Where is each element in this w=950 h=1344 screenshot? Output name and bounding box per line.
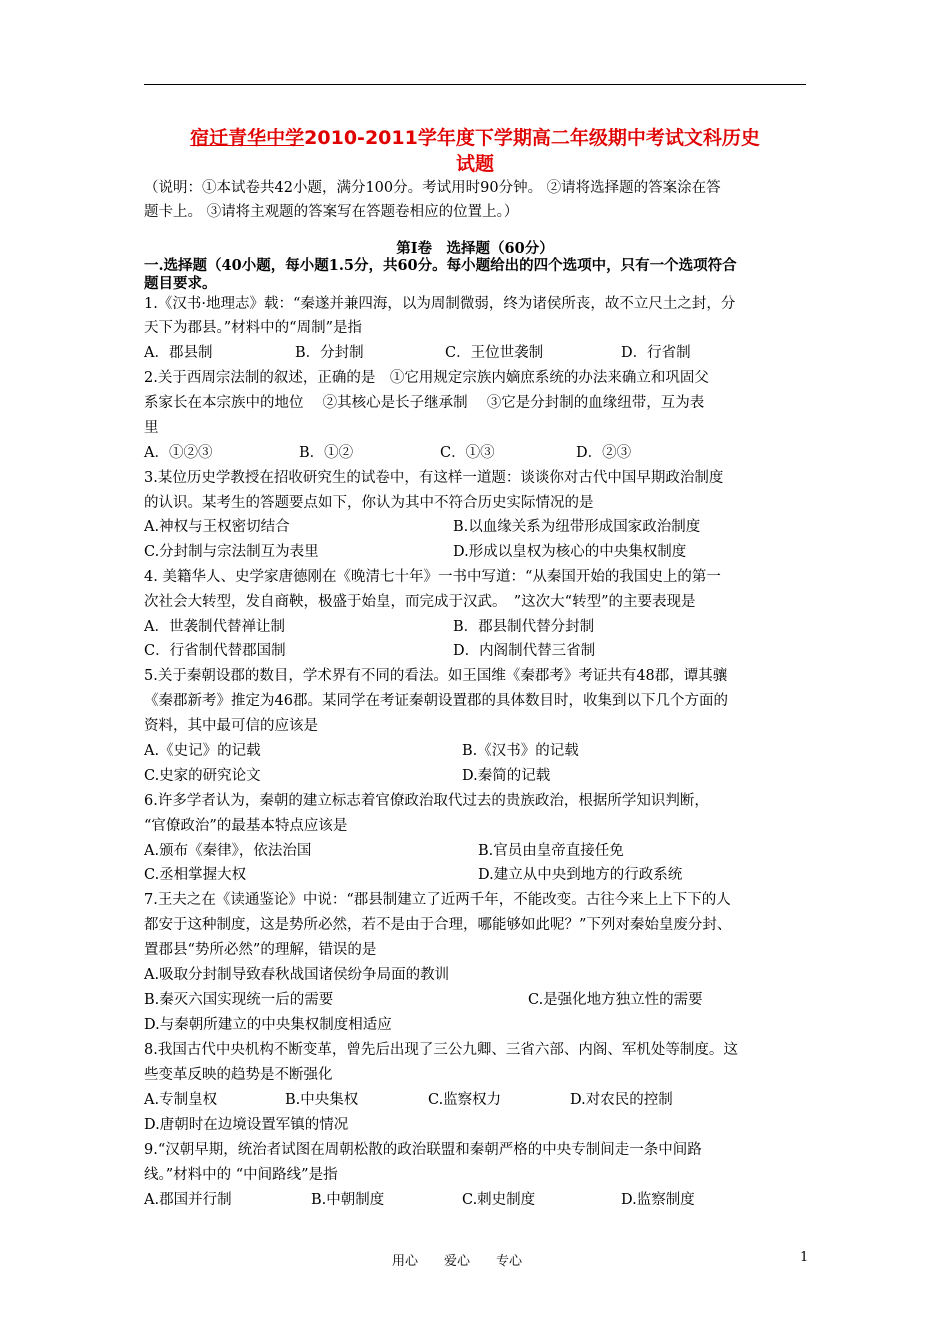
q1-option-d: D．行省制: [621, 345, 691, 361]
question-5-line-1: 5.关于秦朝设郡的数目，学术界有不同的看法。如王国维《秦郡考》考证共有48郡，谭其骧: [144, 668, 728, 684]
question-1-line-1: 1.《汉书·地理志》载：“秦遂并兼四海，以为周制微弱，终为诸侯所丧，故不立尺土之封，分: [144, 296, 736, 312]
question-3-line-1: 3.某位历史学教授在招收研究生的试卷中，有这样一道题：谈谈你对古代中国早期政治制度: [144, 470, 724, 486]
section-intro-line-2: 题目要求。: [144, 275, 217, 292]
q5-option-d: D.秦简的记载: [462, 768, 551, 784]
q6-option-c: C.丞相掌握大权: [144, 867, 247, 883]
title-school: 宿迁青华中学: [190, 127, 305, 149]
q7-option-d: D.与秦朝所建立的中央集权制度相适应: [144, 1017, 392, 1033]
q4-option-b: B．郡县制代替分封制: [453, 619, 595, 635]
question-3-line-2: 的认识。某考生的答题要点如下，你认为其中不符合历史实际情况的是: [144, 495, 594, 511]
q7-option-b: B.秦灭六国实现统一后的需要: [144, 992, 334, 1008]
instructions-line-2: 题卡上。 ③请将主观题的答案写在答题卷相应的位置上。）: [144, 204, 519, 220]
q2-option-c: C．①③: [440, 445, 495, 461]
q2-option-d: D．②③: [576, 445, 632, 461]
question-2-line-3: 里: [144, 420, 159, 436]
q9-option-a: A.郡国并行制: [144, 1192, 232, 1208]
footer-motto: 用心 爱心 专心: [392, 1254, 523, 1269]
page-number: 1: [800, 1250, 809, 1265]
question-7-line-3: 置郡县“势所必然”的理解，错误的是: [144, 942, 377, 958]
question-4-line-1: 4. 美籍华人、史学家唐德刚在《晚清七十年》一书中写道：“从秦国开始的我国史上的第一: [144, 569, 721, 585]
question-7-line-1: 7.王夫之在《读通鉴论》中说：“郡县制建立了近两千年，不能改变。古往今来上上下下的人: [144, 892, 731, 908]
q2-option-b: B．①②: [299, 445, 354, 461]
q2-option-a: A．①②③: [144, 445, 213, 461]
q6-option-a: A.颁布《秦律》，依法治国: [144, 843, 312, 859]
q7-option-c: C.是强化地方独立性的需要: [528, 992, 703, 1008]
section-intro-line-1: 一.选择题（40小题，每小题1.5分，共60分。每小题给出的四个选项中，只有一个选项符合: [144, 257, 737, 274]
q9-option-d: D.监察制度: [621, 1192, 695, 1208]
q5-option-b: B.《汉书》的记载: [462, 743, 579, 759]
question-7-line-2: 都安于这种制度，这是势所必然，若不是由于合理，哪能够如此呢？”下列对秦始皇废分封、: [144, 917, 732, 933]
question-2-line-2: 系家长在本宗族中的地位 ②其核心是长子继承制 ③它是分封制的血缘纽带，互为表: [144, 395, 705, 411]
question-5-line-2: 《秦郡新考》推定为46郡。某同学在考证秦朝设置郡的具体数目时，收集到以下几个方面的: [144, 693, 728, 709]
q8-option-c: C.监察权力: [428, 1092, 502, 1108]
q1-option-c: C．王位世袭制: [445, 345, 544, 361]
header-rule: [144, 84, 806, 85]
q5-option-a: A.《史记》的记载: [144, 743, 261, 759]
q8-option-d: D.对农民的控制: [570, 1092, 673, 1108]
question-8-line-2: 些变革反映的趋势是不断强化: [144, 1067, 333, 1083]
question-4-line-2: 次社会大转型，发自商鞅，极盛于始皇，而完成于汉武。 ”这次大“转型”的主要表现是: [144, 594, 696, 610]
q3-option-a: A.神权与王权密切结合: [144, 519, 290, 535]
q6-option-b: B.官员由皇帝直接任免: [478, 843, 624, 859]
q3-option-c: C.分封制与宗法制互为表里: [144, 544, 319, 560]
question-6-line-2: “官僚政治”的最基本特点应该是: [144, 818, 348, 834]
title-rest: 2010-2011学年度下学期高二年级期中考试文科历史: [304, 127, 760, 149]
q8-extra-line: D.唐朝时在边境设置军镇的情况: [144, 1117, 349, 1133]
q8-option-b: B.中央集权: [285, 1092, 359, 1108]
section-title: 第Ⅰ卷 选择题（60分）: [396, 240, 554, 257]
q3-option-d: D.形成以皇权为核心的中央集权制度: [453, 544, 687, 560]
question-2-line-1: 2.关于西周宗法制的叙述，正确的是 ①它用规定宗族内嫡庶系统的办法来确立和巩固父: [144, 370, 709, 386]
q9-option-b: B.中朝制度: [311, 1192, 385, 1208]
question-9-line-2: 线。”材料中的 “中间路线”是指: [144, 1167, 338, 1183]
q4-option-d: D．内阁制代替三省制: [453, 643, 596, 659]
question-1-line-2: 天下为郡县。”材料中的“周制”是指: [144, 320, 362, 336]
q8-option-a: A.专制皇权: [144, 1092, 218, 1108]
document-title: [144, 125, 806, 151]
document-title-line2: 试题: [455, 153, 494, 175]
question-9-line-1: 9.“汉朝早期，统治者试图在周朝松散的政治联盟和秦朝严格的中央专制间走一条中间路: [144, 1142, 702, 1158]
q9-option-c: C.刺史制度: [462, 1192, 536, 1208]
q1-option-b: B．分封制: [295, 345, 364, 361]
q7-option-a: A.吸取分封制导致春秋战国诸侯纷争局面的教训: [144, 967, 450, 983]
question-6-line-1: 6.许多学者认为，秦朝的建立标志着官僚政治取代过去的贵族政治，根据所学知识判断，: [144, 793, 709, 809]
q5-option-c: C.史家的研究论文: [144, 768, 261, 784]
q4-option-a: A．世袭制代替禅让制: [144, 619, 285, 635]
q3-option-b: B.以血缘关系为纽带形成国家政治制度: [453, 519, 701, 535]
q1-option-a: A．郡县制: [144, 345, 213, 361]
question-8-line-1: 8.我国古代中央机构不断变革，曾先后出现了三公九卿、三省六部、内阁、军机处等制度。这: [144, 1042, 738, 1058]
question-5-line-3: 资料，其中最可信的应该是: [144, 718, 318, 734]
q4-option-c: C．行省制代替郡国制: [144, 643, 286, 659]
q6-option-d: D.建立从中央到地方的行政系统: [478, 867, 683, 883]
instructions-line-1: （说明：①本试卷共42小题，满分100分。考试用时90分钟。 ②请将选择题的答案涂在答: [144, 180, 721, 196]
